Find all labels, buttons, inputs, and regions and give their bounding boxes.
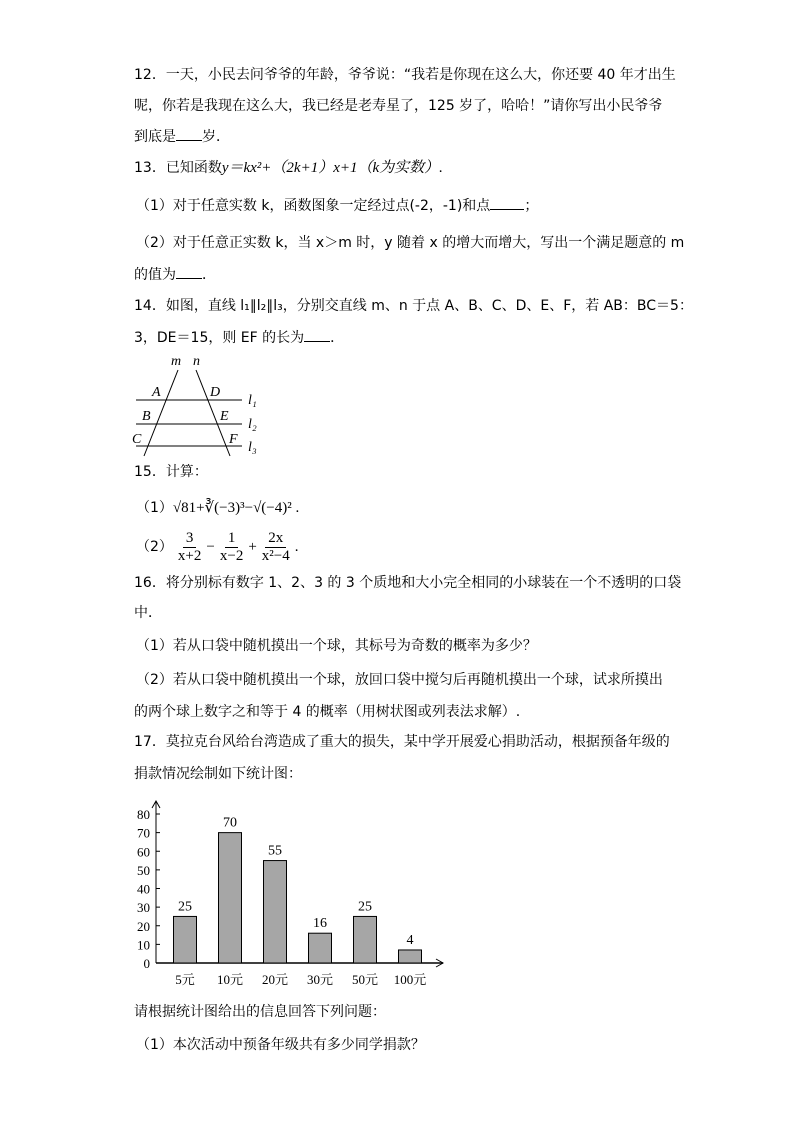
y-tick-label: 20 xyxy=(137,918,150,934)
x-tick-label: 10元 xyxy=(216,972,244,987)
q12-line3 xyxy=(134,128,230,146)
fraction xyxy=(259,530,293,565)
bar-30元 xyxy=(309,933,332,963)
data-label: 25 xyxy=(178,899,192,915)
q13-stem-text: 13．已知函数 xyxy=(134,160,222,176)
x-tick-label: 20元 xyxy=(261,972,289,987)
numerator: 1 xyxy=(225,530,239,548)
q12-line2: 呢，你若是我现在这么大，我已经是老寿星了，125 岁了，哈哈！”请你写出小民爷爷 xyxy=(134,98,663,114)
denominator: x−2 xyxy=(219,547,244,564)
label-l1: l₁ xyxy=(248,393,257,408)
bar-5元 xyxy=(174,916,197,963)
answer-blank xyxy=(490,197,524,210)
q16-part2: （2）若从口袋中随机摸出一个球，放回口袋中搅匀后再随机摸出一个球，试求所摸出 xyxy=(136,672,663,688)
x-tick-label: 5元 xyxy=(175,972,195,987)
bar-10元 xyxy=(219,833,242,963)
part-label: （1） xyxy=(136,500,173,516)
answer-blank xyxy=(176,128,202,141)
q15-expression-1: √81+∛(−3)³−√(−4)² . xyxy=(172,500,300,516)
data-label: 16 xyxy=(313,916,327,932)
q14-line1: 14．如图，直线 l₁∥l₂∥l₃，分别交直线 m、n 于点 A、B、C、D、E、F，若 AB：BC＝5： xyxy=(134,298,693,314)
x-tick-label: 30元 xyxy=(306,972,334,987)
q15-part1 xyxy=(136,499,299,517)
q17-line1: 17．莫拉克台风给台湾造成了重大的损失，某中学开展爱心捐助活动，根据预备年级的 xyxy=(134,734,670,750)
q17-line2: 捐款情况绘制如下统计图： xyxy=(134,766,302,782)
answer-blank xyxy=(304,329,330,342)
q13-stem xyxy=(134,159,443,177)
data-label: 4 xyxy=(406,932,414,948)
y-tick-label: 10 xyxy=(137,937,150,953)
y-tick-label: 0 xyxy=(143,956,150,971)
label-m: m xyxy=(171,354,182,369)
data-label: 55 xyxy=(268,843,282,859)
q13-part1 xyxy=(136,197,538,215)
fraction xyxy=(175,530,204,565)
label-n: n xyxy=(193,354,200,369)
data-label: 70 xyxy=(223,815,237,831)
parallel-lines-figure xyxy=(130,350,280,460)
x-tick-label: 50元 xyxy=(351,972,379,987)
q13-formula: y＝kx²+（2k+1）x+1（k为实数）. xyxy=(221,160,443,176)
y-tick-label: 60 xyxy=(137,844,150,860)
q16-line2: 中． xyxy=(134,605,162,621)
q13-text: 的值为 xyxy=(134,267,176,283)
label-E: E xyxy=(220,409,229,424)
q13-part2: （2）对于任意正实数 k，当 x＞m 时，y 随着 x 的增大而增大，写出一个满足题意的 m xyxy=(136,235,685,251)
label-A: A xyxy=(152,385,161,400)
data-label: 25 xyxy=(358,899,372,915)
label-C: C xyxy=(132,432,142,447)
q14-text-end: ． xyxy=(330,330,345,346)
q16-part2-cont: 的两个球上数字之和等于 4 的概率（用树状图或列表法求解）. xyxy=(134,704,521,720)
q13-part1-text: （1）对于任意实数 k，函数图象一定经过点(-2，-1)和点 xyxy=(136,198,491,214)
y-tick-label: 70 xyxy=(137,825,150,841)
q15-part2: （2） $\frac{3}{x+2}$ − $\frac{1}{x-2}$ + $\frac{2x}{\text{x²−4}}$ . xyxy=(136,529,299,564)
y-tick-label: 40 xyxy=(137,881,150,897)
answer-blank xyxy=(176,266,202,279)
q16-part1: （1）若从口袋中随机摸出一个球，其标号为奇数的概率为多少？ xyxy=(136,638,537,654)
label-l2: l₂ xyxy=(248,417,257,432)
y-tick-label: 50 xyxy=(137,862,150,878)
y-tick-label: 30 xyxy=(137,900,150,916)
q14-line2 xyxy=(134,329,344,347)
label-l3: l₃ xyxy=(248,440,257,455)
bar-20元 xyxy=(264,861,287,963)
denominator: x+2 xyxy=(177,547,202,564)
q15-stem: 15．计算： xyxy=(134,464,208,480)
q12-text-end: 岁． xyxy=(202,129,230,145)
q13-part2-cont xyxy=(134,266,216,284)
numerator: 2x xyxy=(265,530,286,548)
q12-text: 到底是 xyxy=(134,129,176,145)
bar-50元 xyxy=(354,916,377,963)
y-tick-label: 80 xyxy=(137,807,150,822)
fraction xyxy=(217,530,246,565)
donation-bar-chart xyxy=(125,800,455,992)
bar-100元 xyxy=(399,950,422,963)
q14-text: 3，DE＝15，则 EF 的长为 xyxy=(134,330,305,346)
q13-part1-end: ； xyxy=(524,198,539,214)
q12-line1: 12．一天，小民去问爷爷的年龄，爷爷说：“我若是你现在这么大，你还要 40 年才出生 xyxy=(134,67,676,83)
label-D: D xyxy=(210,385,221,400)
denominator: x²−4 xyxy=(261,547,290,564)
q17-part1: （1）本次活动中预备年级共有多少同学捐款？ xyxy=(136,1037,425,1053)
part-label: （2） xyxy=(136,539,173,555)
numerator: 3 xyxy=(183,530,197,548)
q16-line1: 16．将分别标有数字 1、2、3 的 3 个质地和大小完全相同的小球装在一个不透明的口袋 xyxy=(134,575,682,591)
q13-text-end: ． xyxy=(202,267,216,283)
q17-prompt: 请根据统计图给出的信息回答下列问题： xyxy=(134,1004,386,1020)
label-F: F xyxy=(229,432,238,447)
x-tick-label: 100元 xyxy=(393,972,427,987)
label-B: B xyxy=(142,409,151,424)
